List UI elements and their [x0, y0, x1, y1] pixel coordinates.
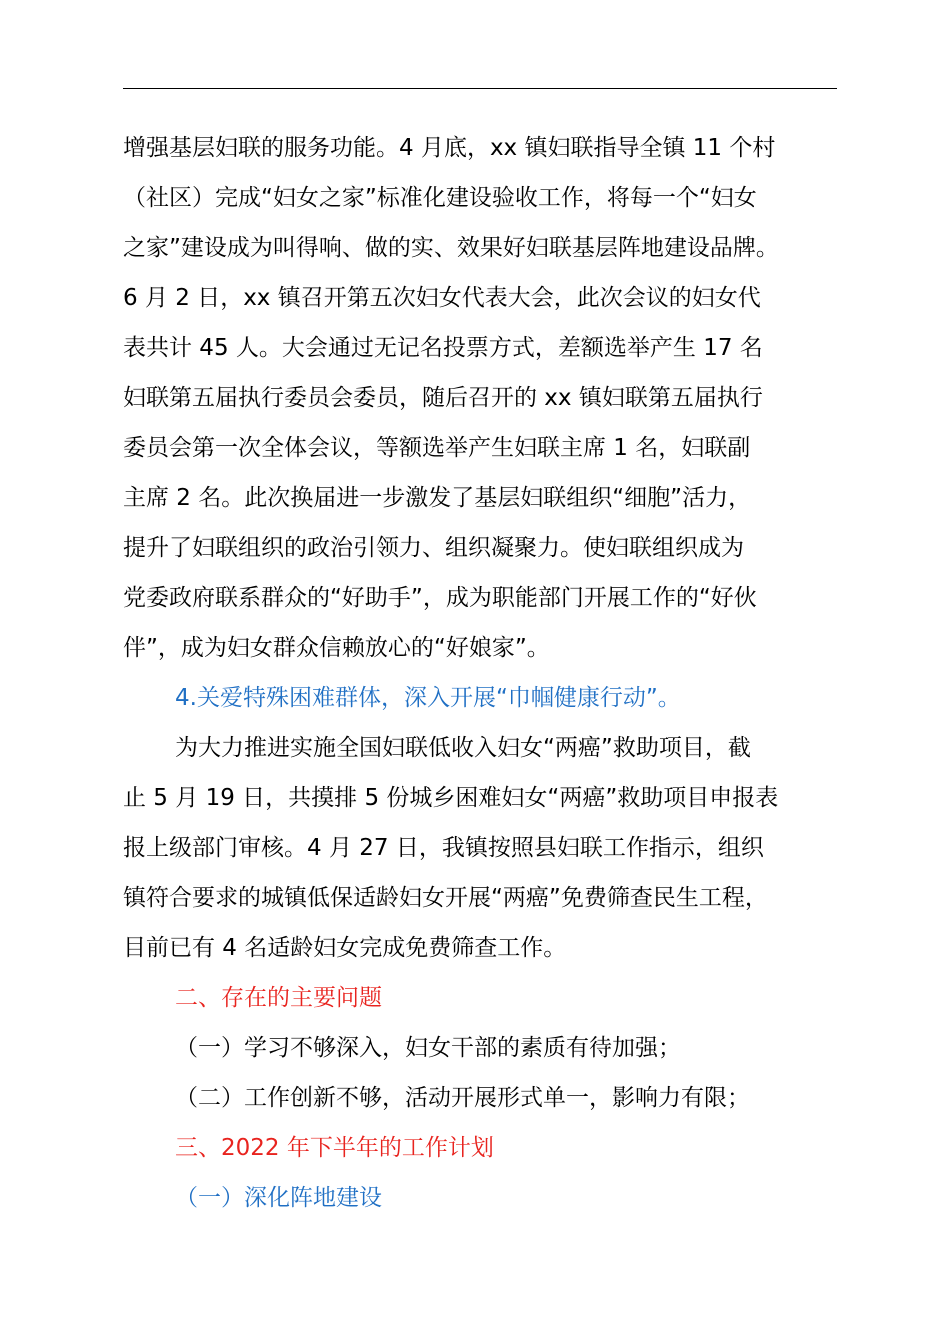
paragraph-line: 镇符合要求的城镇低保适龄妇女开展“两癌”免费筛查民生工程， [123, 885, 768, 911]
paragraph-line: 表共计 45 人。大会通过无记名投票方式，差额选举产生 17 名 [123, 335, 763, 361]
paragraph-line: （社区）完成“妇女之家”标准化建设验收工作，将每一个“妇女 [123, 185, 757, 211]
paragraph-line: 委员会第一次全体会议，等额选举产生妇联主席 1 名，妇联副 [123, 435, 751, 461]
paragraph-line: 提升了妇联组织的政治引领力、组织凝聚力。使妇联组织成为 [123, 535, 744, 561]
paragraph-line: 之家”建设成为叫得响、做的实、效果好妇联基层阵地建设品牌。 [123, 235, 779, 261]
problem-item: （一）学习不够深入，妇女干部的素质有待加强； [175, 1035, 681, 1061]
paragraph-line: 妇联第五届执行委员会委员，随后召开的 xx 镇妇联第五届执行 [123, 385, 763, 411]
subheading-position-building: （一）深化阵地建设 [175, 1185, 382, 1211]
paragraph-line: 为大力推进实施全国妇联低收入妇女“两癌”救助项目，截 [175, 735, 751, 761]
paragraph-line: 止 5 月 19 日，共摸排 5 份城乡困难妇女“两癌”救助项目申报表 [123, 785, 779, 811]
subheading-care-groups: 4.关爱特殊困难群体，深入开展“巾帼健康行动”。 [175, 685, 681, 711]
header-rule [123, 88, 837, 89]
problem-item: （二）工作创新不够，活动开展形式单一，影响力有限； [175, 1085, 750, 1111]
paragraph-line: 党委政府联系群众的“好助手”，成为职能部门开展工作的“好伙 [123, 585, 757, 611]
paragraph-line: 6 月 2 日，xx 镇召开第五次妇女代表大会，此次会议的妇女代 [123, 285, 761, 311]
paragraph-line: 报上级部门审核。4 月 27 日，我镇按照县妇联工作指示，组织 [123, 835, 764, 861]
paragraph-line: 主席 2 名。此次换届进一步激发了基层妇联组织“细胞”活力， [123, 485, 752, 511]
paragraph-line: 目前已有 4 名适龄妇女完成免费筛查工作。 [123, 935, 567, 961]
paragraph-line: 增强基层妇联的服务功能。4 月底，xx 镇妇联指导全镇 11 个村 [123, 135, 776, 161]
section-heading-plan: 三、2022 年下半年的工作计划 [175, 1135, 494, 1161]
paragraph-line: 伴”，成为妇女群众信赖放心的“好娘家”。 [123, 635, 550, 661]
section-heading-problems: 二、存在的主要问题 [175, 985, 382, 1011]
